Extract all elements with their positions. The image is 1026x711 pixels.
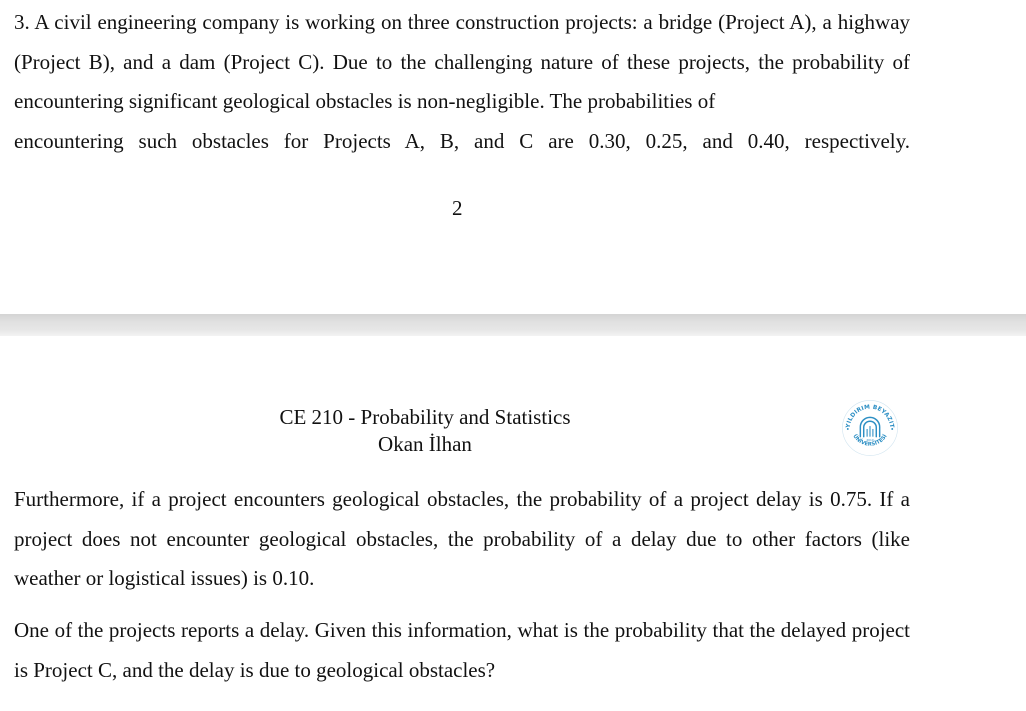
course-title: CE 210 - Probability and Statistics: [279, 405, 571, 429]
conditions-paragraph: [14, 480, 910, 599]
problem-line: probability of encountering significant geological obstacles is non-negligible. The probabilities of: [14, 49, 911, 113]
paragraph-line: (like weather or logistical issues) is 0.10.: [14, 526, 910, 590]
seal-text-top: YILDIRIM BEYAZIT: [845, 404, 895, 429]
paragraph-line: Furthermore, if a project encounters geological obstacles, the probability of a project delay is 0.75.: [14, 487, 873, 511]
seal-year: 2010: [866, 438, 874, 443]
problem-line: encountering such obstacles for Projects A, B, and C are 0.30, 0.25, and 0.40, respectively.: [14, 128, 910, 153]
paragraph-line: project is Project C, and the delay is due to geological obstacles?: [14, 618, 911, 682]
page-header: [225, 404, 625, 458]
university-seal-icon: [841, 399, 899, 457]
paragraph-line: If a project does not encounter geological obstacles, the probability of a delay due to other factors: [14, 487, 911, 551]
problem-line: 3. A civil engineering company is working on three construction projects: a bridge (Project A), a: [14, 10, 832, 34]
question-paragraph: [14, 611, 910, 690]
page-separator: [0, 314, 1026, 336]
page-number: 2: [452, 196, 463, 220]
instructor-name: Okan İlhan: [378, 432, 472, 456]
seal-text-bottom: ÜNİVERSİTESİ: [851, 433, 889, 448]
problem-statement: [14, 3, 910, 161]
problem-line: highway (Project B), and a dam (Project C). Due to the challenging nature of these projects, the: [14, 10, 911, 74]
paragraph-line: One of the projects reports a delay. Given this information, what is the probability that the delayed: [14, 618, 847, 642]
